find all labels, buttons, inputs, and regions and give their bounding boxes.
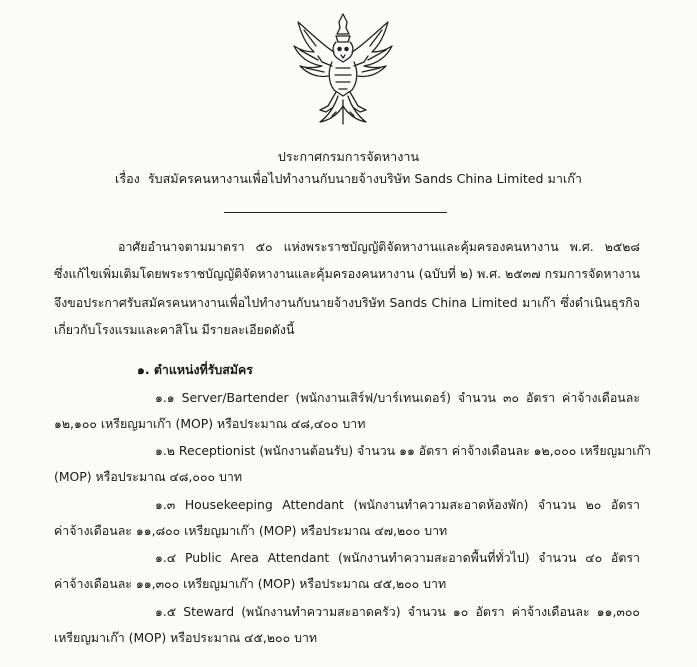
- position-5-line-2: เหรียญมาเก๊า (MOP) หรือประมาณ ๔๕,๒๐๐ บาท: [54, 630, 318, 645]
- intro-line-3: จึงขอประกาศรับสมัครคนหางานเพื่อไปทำงานกับนายจ้างบริษัท Sands China Limited มาเก๊า ซึ่งดำเนินธุรกิจ: [54, 295, 640, 310]
- position-3-line-2: ค่าจ้างเดือนละ ๑๑,๘๐๐ เหรียญมาเก๊า (MOP) หรือประมาณ ๔๗,๒๐๐ บาท: [54, 523, 448, 538]
- position-2-line-1: ๑.๒ Receptionist (พนักงานต้อนรับ) จำนวน ๑๑ อัตรา ค่าจ้างเดือนละ ๑๒,๐๐๐ เหรียญมาเก๊า: [155, 443, 651, 458]
- position-1-line-2: ๑๒,๑๐๐ เหรียญมาเก๊า (MOP) หรือประมาณ ๔๘,๔๐๐ บาท: [54, 416, 366, 431]
- intro-line-2: ซึ่งแก้ไขเพิ่มเติมโดยพระราชบัญญัติจัดหางานและคุ้มครองคนหางาน (ฉบับที่ ๒) พ.ศ. ๒๕๓๗ กรมการจัดหางาน: [54, 266, 640, 281]
- section-heading: ๑. ตำแหน่งที่รับสมัคร: [137, 362, 253, 377]
- subject-text: รับสมัครคนหางานเพื่อไปทำงานกับนายจ้างบริษัท Sands China Limited มาเก๊า: [147, 171, 582, 186]
- position-2-line-2: (MOP) หรือประมาณ ๔๘,๐๐๐ บาท: [54, 469, 243, 484]
- title-underline: [224, 212, 447, 213]
- position-4-line-1: ๑.๔ Public Area Attendant (พนักงานทำความสะอาดพื้นที่ทั่วไป) จำนวน ๔๐ อัตรา: [155, 550, 640, 565]
- intro-line-4: เกี่ยวกับโรงแรมและคาสิโน มีรายละเอียดดังนี้: [54, 322, 295, 337]
- subject-line: [0, 171, 697, 187]
- position-5-line-1: ๑.๕ Steward (พนักงานทำความสะอาดครัว) จำนวน ๑๐ อัตรา ค่าจ้างเดือนละ ๑๑,๓๐๐: [155, 604, 640, 619]
- position-4-line-2: ค่าจ้างเดือนละ ๑๑,๓๐๐ เหรียญมาเก๊า (MOP) หรือประมาณ ๔๕,๒๐๐ บาท: [54, 576, 447, 591]
- position-1-line-1: ๑.๑ Server/Bartender (พนักงานเสิร์ฟ/บาร์เทนเดอร์) จำนวน ๓๐ อัตรา ค่าจ้างเดือนละ: [155, 390, 640, 405]
- department-title: ประกาศกรมการจัดหางาน: [277, 149, 420, 164]
- garuda-emblem-icon: [284, 12, 402, 128]
- intro-line-1: อาศัยอำนาจตามมาตรา ๕๐ แห่งพระราชบัญญัติจัดหางานและคุ้มครองคนหางาน พ.ศ. ๒๕๒๘: [118, 239, 640, 254]
- subject-label: เรื่อง: [115, 171, 140, 186]
- position-3-line-1: ๑.๓ Housekeeping Attendant (พนักงานทำความสะอาดห้องพัก) จำนวน ๒๐ อัตรา: [155, 497, 640, 512]
